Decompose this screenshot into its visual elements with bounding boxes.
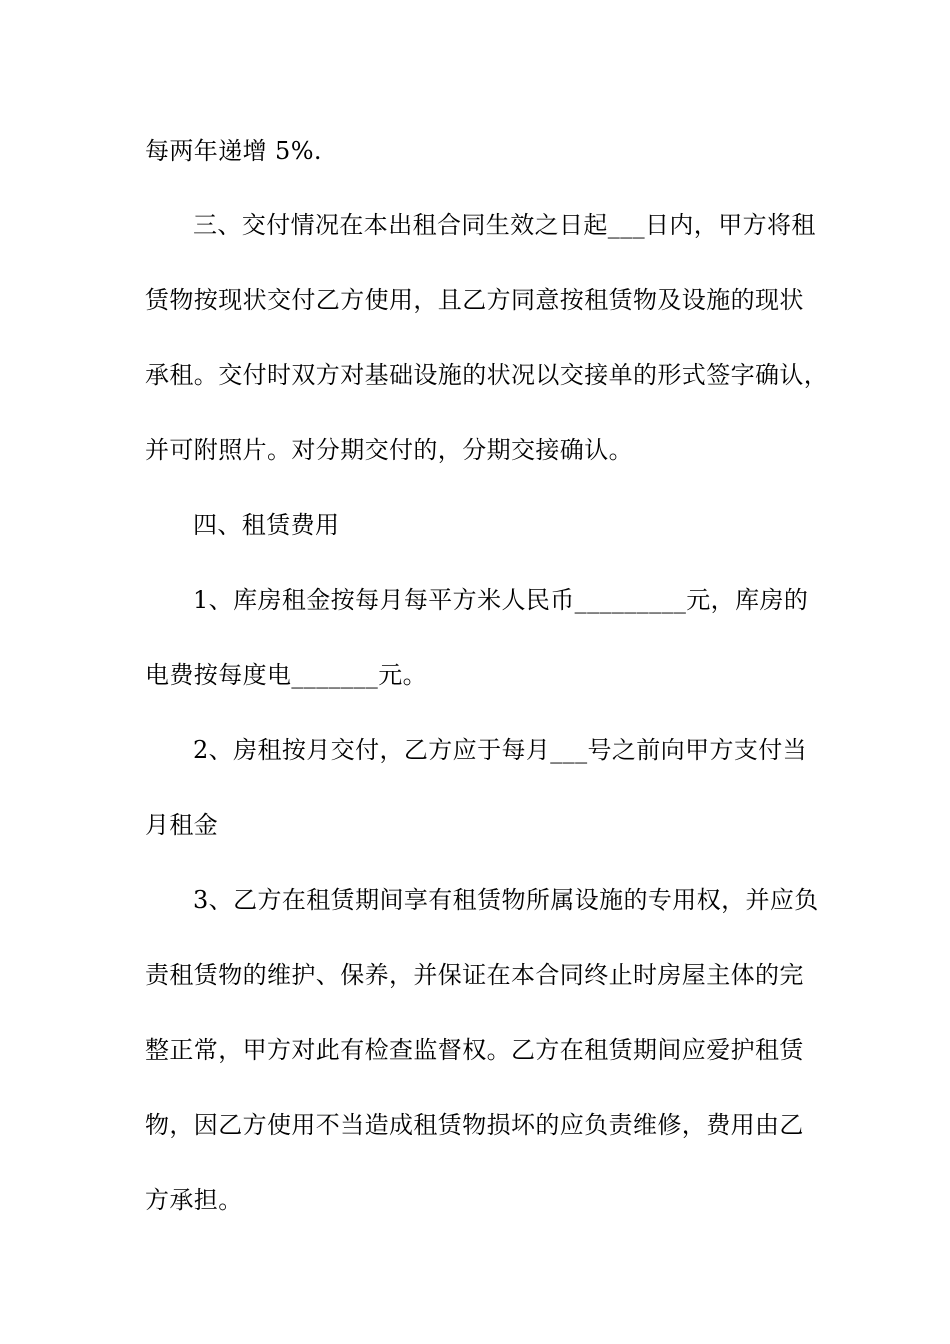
text-line-item-3-cont-3: 物，因乙方使用不当造成租赁物损坏的应负责维修，费用由乙 bbox=[145, 1111, 804, 1139]
text-line-section-3-body-1: 赁物按现状交付乙方使用，且乙方同意按租赁物及设施的现状 bbox=[145, 286, 804, 314]
text-line-item-3-cont-2: 整正常，甲方对此有检查监督权。乙方在租赁期间应爱护租赁 bbox=[145, 1036, 804, 1064]
text-line-item-3-cont-1: 责租赁物的维护、保养，并保证在本合同终止时房屋主体的完 bbox=[145, 961, 804, 989]
text-line-section-4-heading: 四、租赁费用 bbox=[193, 511, 340, 539]
text-line-item-1: 1、库房租金按每月每平方米人民币_________元，库房的 bbox=[193, 586, 809, 614]
text-line-item-3-cont-4: 方承担。 bbox=[145, 1186, 243, 1214]
text-line-section-3-body-2: 承租。交付时双方对基础设施的状况以交接单的形式签字确认， bbox=[145, 361, 829, 389]
text-line-item-1-cont: 电费按每度电_______元。 bbox=[145, 661, 427, 689]
text-line-section-3-body-3: 并可附照片。对分期交付的，分期交接确认。 bbox=[145, 436, 633, 464]
text-line-item-3: 3、乙方在租赁期间享有租赁物所属设施的专用权，并应负 bbox=[193, 886, 819, 914]
text-line-item-2-cont: 月租金 bbox=[145, 811, 219, 839]
text-line-rent-increase: 每两年递增 5%. bbox=[145, 137, 322, 165]
text-line-section-3-heading: 三、交付情况在本出租合同生效之日起___日内，甲方将租 bbox=[193, 211, 816, 239]
text-line-item-2: 2、房租按月交付，乙方应于每月___号之前向甲方支付当 bbox=[193, 736, 808, 764]
